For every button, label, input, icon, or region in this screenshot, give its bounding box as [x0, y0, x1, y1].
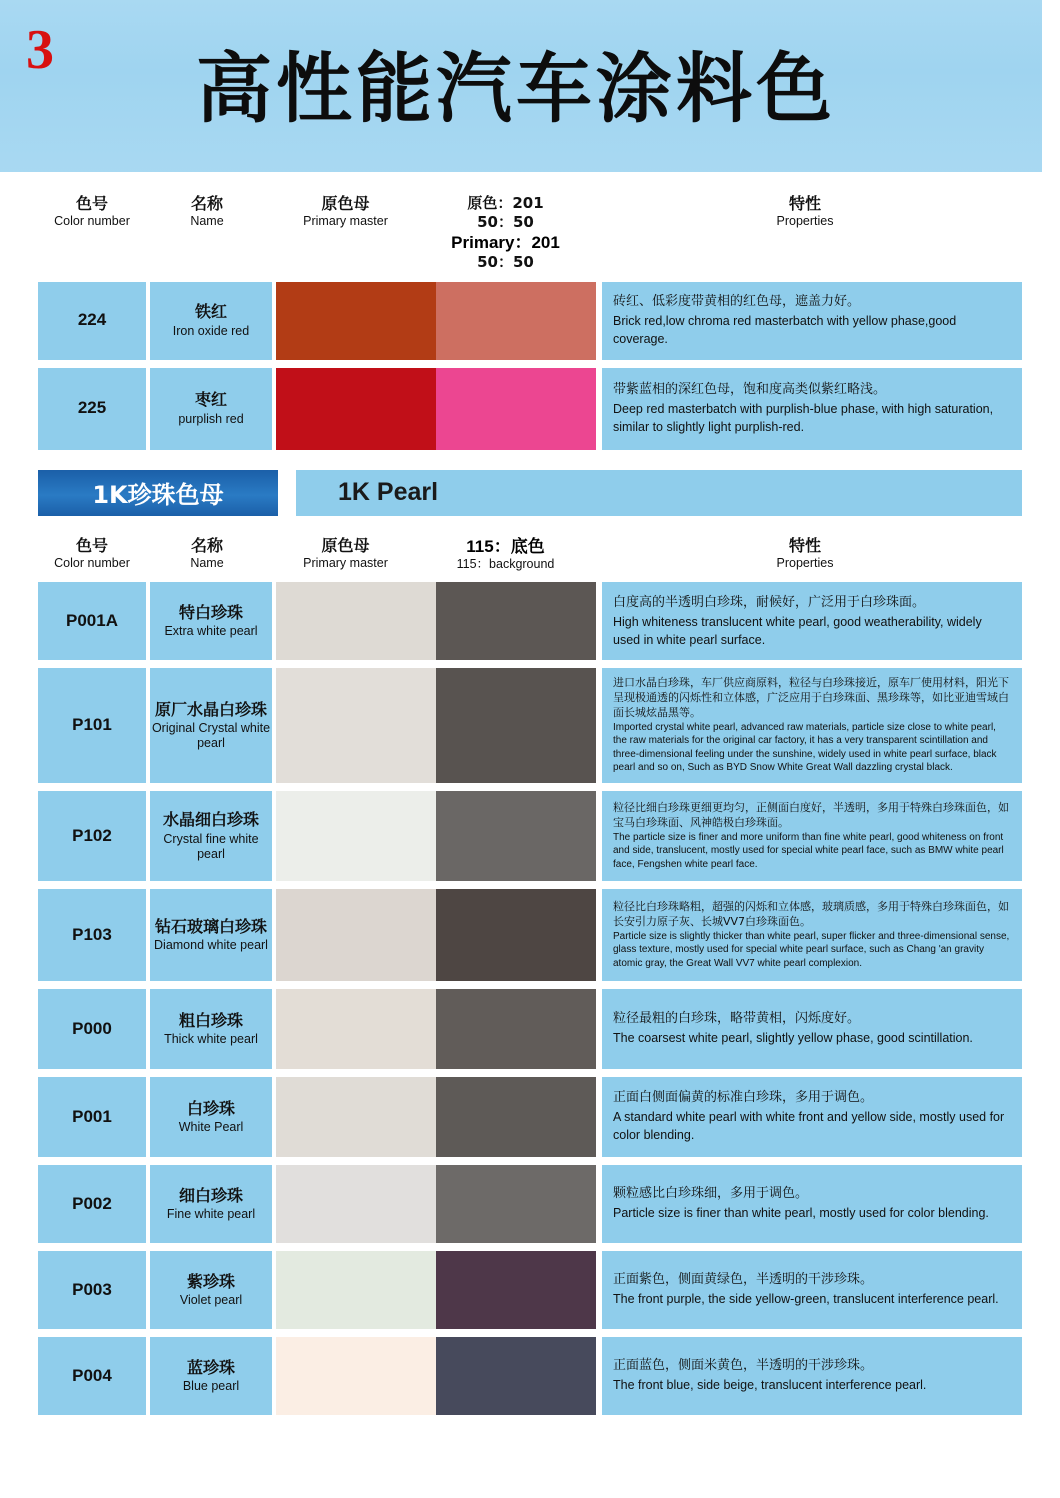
banner-title-cn: 1K珍珠色母	[38, 470, 278, 516]
cell-properties: 正面白侧面偏黄的标准白珍珠，多用于调色。 A standard white pearl with white front and yellow side, mostly used for color blending.	[602, 1077, 1022, 1157]
swatch-pair	[276, 668, 596, 783]
table-row	[38, 889, 1022, 981]
cell-color-number: P003	[38, 1251, 146, 1329]
swatch-primary	[276, 1165, 436, 1243]
column-header-name: 名称 Name	[190, 194, 224, 228]
cell-color-number: P101	[38, 668, 146, 783]
cell-name: 原厂水晶白珍珠 Original Crystal white pearl	[150, 668, 272, 783]
table-row	[38, 582, 1022, 660]
swatch-primary	[276, 1337, 436, 1415]
page-number: 3	[26, 19, 54, 81]
table-row	[38, 368, 1022, 450]
column-header-primary-master: 原色母 Primary master	[303, 535, 388, 570]
swatch-mix	[436, 582, 596, 660]
table-row	[38, 668, 1022, 783]
cell-properties: 砖红、低彩度带黄相的红色母，遮盖力好。 Brick red,low chroma red masterbatch with yellow phase,good coverage.	[602, 282, 1022, 360]
swatch-pair	[276, 989, 596, 1069]
cell-color-number: P004	[38, 1337, 146, 1415]
cell-color-number: P001A	[38, 582, 146, 660]
swatch-pair	[276, 368, 596, 450]
cell-name: 钻石玻璃白珍珠 Diamond white pearl	[150, 889, 272, 981]
swatch-pair	[276, 282, 596, 360]
table-row	[38, 282, 1022, 360]
swatch-mix	[436, 668, 596, 783]
table-row	[38, 1077, 1022, 1157]
column-header-background: 115：底色 115：background	[456, 536, 555, 571]
section1-column-headers	[38, 178, 1022, 282]
swatch-mix	[436, 989, 596, 1069]
cell-properties: 粒径最粗的白珍珠，略带黄相，闪烁度好。 The coarsest white pearl, slightly yellow phase, good scintillation.	[602, 989, 1022, 1069]
table-row	[38, 1251, 1022, 1329]
swatch-primary	[276, 791, 436, 881]
column-header-primary-master: 原色母 Primary master	[303, 194, 388, 228]
cell-name: 水晶细白珍珠 Crystal fine white pearl	[150, 791, 272, 881]
swatch-pair	[276, 1337, 596, 1415]
swatch-primary	[276, 989, 436, 1069]
cell-properties: 带紫蓝相的深红色母，饱和度高类似紫红略浅。 Deep red masterbatch with purplish-blue phase, with high saturation, similar to slightly light purplish-red.	[602, 368, 1022, 450]
cell-name: 紫珍珠 Violet pearl	[150, 1251, 272, 1329]
cell-properties: 正面紫色，侧面黄绿色，半透明的干涉珍珠。 The front purple, the side yellow-green, translucent interference pearl.	[602, 1251, 1022, 1329]
swatch-pair	[276, 1165, 596, 1243]
cell-properties: 粒径比白珍珠略粗，超强的闪烁和立体感，玻璃质感，多用于特殊白珍珠面色，如长安引力原子灰、长城VV7白珍珠面色。 Particle size is slightly thicker than white pearl, super flicker and three-dimensional sense, glass texture, mostly used for special white pearl surface, such as Chang 'an gravity atomic gray, the Great Wall VV7 white pearl complexion.	[602, 889, 1022, 981]
cell-name: 铁红 Iron oxide red	[150, 282, 272, 360]
column-header-properties: 特性 Properties	[776, 535, 834, 570]
table-row	[38, 989, 1022, 1069]
cell-color-number: P001	[38, 1077, 146, 1157]
swatch-mix	[436, 1251, 596, 1329]
cell-properties: 正面蓝色，侧面米黄色，半透明的干涉珍珠。 The front blue, side beige, translucent interference pearl.	[602, 1337, 1022, 1415]
column-header-mix-ratio: 原色：201 50：50 Primary：201 50：50	[451, 194, 560, 271]
swatch-mix	[436, 1077, 596, 1157]
cell-name: 细白珍珠 Fine white pearl	[150, 1165, 272, 1243]
swatch-pair	[276, 791, 596, 881]
cell-properties: 进口水晶白珍珠，车厂供应商原料，粒径与白珍珠接近，原车厂使用材料，阳光下呈现极通透的闪烁性和立体感，广泛应用于白珍珠面、黑珍珠等，如比亚迪雪域白面长城炫晶黑等。 Imported crystal white pearl, advanced raw materials, particle size close to white pearl, the raw materials for the original car factory, it has a very transparent scintillation and three-dimensional feeling under the sunshine, widely used in white pearl surface, black pearl and so on, Such as BYD Snow White Great Wall dazzling crystal black.	[602, 668, 1022, 783]
banner-title-en: 1K Pearl	[296, 470, 1022, 516]
cell-color-number: P000	[38, 989, 146, 1069]
swatch-primary	[276, 1251, 436, 1329]
section-banner-1k-pearl	[38, 470, 1022, 516]
swatch-primary	[276, 282, 436, 360]
swatch-pair	[276, 582, 596, 660]
table-row	[38, 1165, 1022, 1243]
cell-color-number: P002	[38, 1165, 146, 1243]
swatch-primary	[276, 368, 436, 450]
cell-color-number: 225	[38, 368, 146, 450]
swatch-mix	[436, 889, 596, 981]
cell-name: 粗白珍珠 Thick white pearl	[150, 989, 272, 1069]
cell-name: 蓝珍珠 Blue pearl	[150, 1337, 272, 1415]
column-header-properties: 特性 Properties	[776, 194, 834, 228]
section2-column-headers	[38, 526, 1022, 583]
column-header-color-number: 色号 Color number	[54, 535, 130, 570]
swatch-pair	[276, 889, 596, 981]
color-chart-sheet	[0, 178, 1060, 1415]
cell-color-number: 224	[38, 282, 146, 360]
header-right-strip	[1042, 0, 1060, 172]
swatch-pair	[276, 1251, 596, 1329]
swatch-mix	[436, 1337, 596, 1415]
table-row	[38, 791, 1022, 881]
cell-color-number: P103	[38, 889, 146, 981]
cell-name: 枣红 purplish red	[150, 368, 272, 450]
swatch-mix	[436, 368, 596, 450]
swatch-primary	[276, 889, 436, 981]
table-row	[38, 1337, 1022, 1415]
cell-color-number: P102	[38, 791, 146, 881]
cell-properties: 白度高的半透明白珍珠，耐候好，广泛用于白珍珠面。 High whiteness translucent white pearl, good weatherability, widely used in white pearl surface.	[602, 582, 1022, 660]
cell-properties: 粒径比细白珍珠更细更均匀，正侧面白度好，半透明，多用于特殊白珍珠面色，如宝马白珍珠面、风神皓极白珍珠面。 The particle size is finer and more uniform than fine white pearl, good whiteness on front and side, translucent, mostly used for special white pearl face, such as BMW white pearl face, Fengshen white pearl face.	[602, 791, 1022, 881]
swatch-primary	[276, 1077, 436, 1157]
cell-properties: 颗粒感比白珍珠细，多用于调色。 Particle size is finer than white pearl, mostly used for color blending.	[602, 1165, 1022, 1243]
column-header-color-number: 色号 Color number	[54, 194, 130, 228]
column-header-name: 名称 Name	[190, 535, 224, 570]
swatch-mix	[436, 1165, 596, 1243]
swatch-pair	[276, 1077, 596, 1157]
cell-name: 特白珍珠 Extra white pearl	[150, 582, 272, 660]
swatch-mix	[436, 791, 596, 881]
page-title: 高性能汽车涂料色	[196, 44, 836, 133]
swatch-mix	[436, 282, 596, 360]
swatch-primary	[276, 668, 436, 783]
page-header	[0, 0, 1060, 178]
swatch-primary	[276, 582, 436, 660]
cell-name: 白珍珠 White Pearl	[150, 1077, 272, 1157]
